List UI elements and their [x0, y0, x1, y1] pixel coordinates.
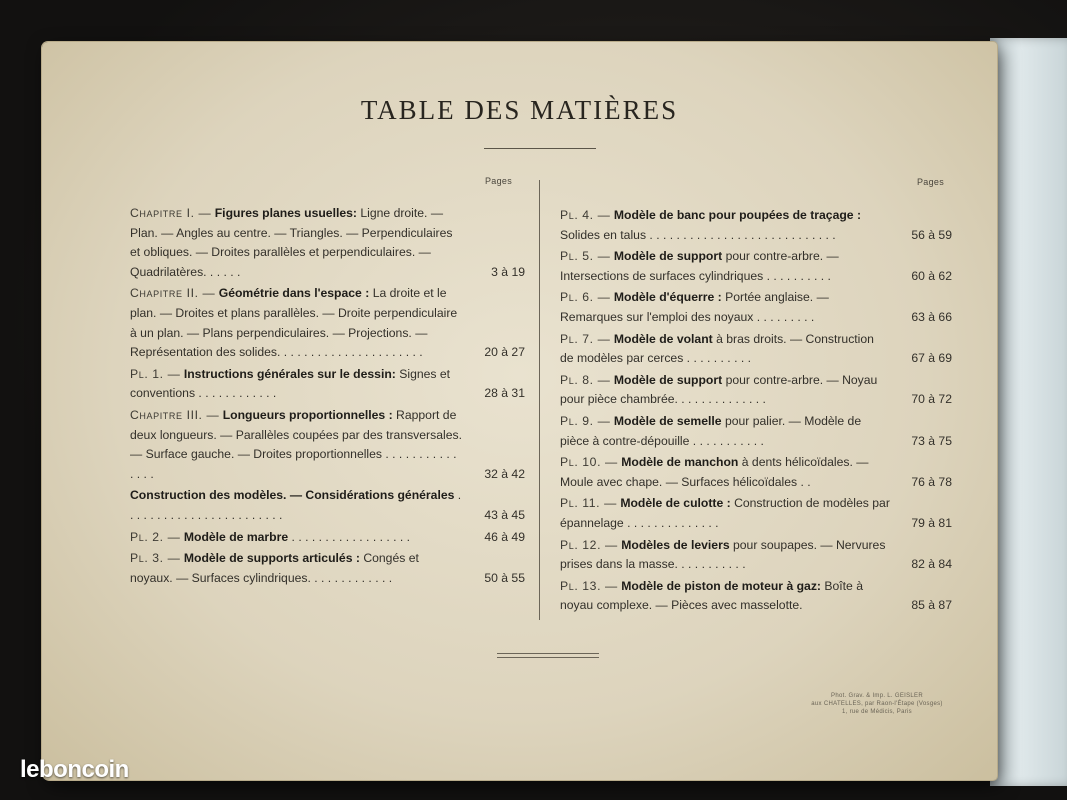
toc-entry — [560, 330, 952, 369]
toc-entry-label: Pl. 11. — — [560, 496, 617, 511]
toc-entry — [560, 536, 952, 575]
toc-entry-description: pour palier. — Modèle de pièce à contre-dépouille . . . . . . . . . . . — [560, 413, 862, 448]
toc-entry-label: Pl. 5. — — [560, 249, 611, 264]
toc-entry-description: Signes et conventions . . . . . . . . . . . . — [130, 366, 451, 401]
toc-entry-text — [560, 371, 890, 410]
toc-entry-pages: 79 à 81 — [911, 515, 952, 530]
toc-entry-text — [560, 412, 890, 451]
toc-entry-description: Ligne droite. — Plan. — Angles au centre. — Triangles. — Perpendiculaires et obliques. — Droites parallèles et perpendiculaires. — Quadrilatères. . . . . . — [130, 206, 453, 279]
toc-entry-text — [560, 536, 890, 575]
imprint-line: Phot. Grav. & Imp. L. GEISLER — [831, 693, 923, 699]
toc-entry — [130, 284, 525, 362]
toc-entry-pages: 46 à 49 — [484, 529, 525, 544]
toc-entry-heading: Modèle de volant — [613, 331, 713, 346]
toc-entry — [560, 412, 952, 451]
toc-entry — [130, 365, 525, 404]
toc-entry-pages: 73 à 75 — [911, 433, 952, 448]
toc-entry — [560, 247, 952, 286]
toc-entry-heading: Modèle de manchon — [621, 455, 739, 470]
toc-entry-description: pour contre-arbre. — Intersections de surfaces cylindriques . . . . . . . . . . — [560, 249, 839, 283]
toc-column-right — [560, 206, 952, 618]
toc-entry-text — [560, 330, 890, 369]
toc-entry-heading: Modèle de banc pour poupées de traçage : — [613, 208, 862, 222]
toc-entry-pages: 76 à 78 — [911, 474, 952, 489]
toc-entry-pages: 82 à 84 — [911, 557, 952, 572]
toc-entry-label: Pl. 2. — — [130, 529, 181, 544]
toc-entry-heading: Modèles de leviers — [621, 537, 730, 552]
toc-entry — [560, 371, 952, 410]
toc-entry-text — [130, 406, 463, 484]
toc-entry-description: à dents hélicoïdales. — Moule avec chape. — Surfaces hélicoïdales . . — [560, 455, 869, 489]
toc-entry-text — [130, 284, 463, 362]
toc-entry-label: Pl. 12. — — [560, 537, 618, 552]
toc-entry — [130, 486, 525, 525]
toc-entry-text — [560, 453, 890, 492]
imprint-line: 1, rue de Médicis, Paris — [842, 709, 912, 715]
toc-entry-heading: Modèle de culotte : — [620, 496, 731, 511]
toc-entry-heading: Géométrie dans l'espace : — [218, 286, 370, 301]
printer-imprint — [802, 692, 952, 716]
toc-entry-heading: Modèle de marbre — [183, 529, 289, 544]
toc-entry — [130, 528, 525, 548]
title-rule — [484, 148, 596, 149]
toc-entry-description: à bras droits. — Construction de modèles par cerces . . . . . . . . . . — [560, 331, 874, 366]
toc-entry — [560, 288, 952, 327]
toc-entry-pages: 28 à 31 — [484, 386, 525, 401]
toc-entry-description: Boîte à noyau complexe. — Pièces avec masselotte. — [560, 578, 863, 613]
toc-entry-label: Chapitre II. — — [130, 286, 216, 301]
toc-entry-heading: Instructions générales sur le dessin: — [183, 366, 396, 381]
page-title: TABLE DES MATIÈRES — [360, 95, 679, 125]
toc-entry-pages: 67 à 69 — [911, 351, 952, 366]
toc-entry-pages: 63 à 66 — [911, 309, 952, 324]
toc-entry-label: Pl. 8. — — [560, 372, 611, 387]
toc-entry-pages: 20 à 27 — [484, 345, 525, 360]
toc-entry-label: Pl. 1. — — [130, 366, 181, 381]
column-divider — [539, 180, 540, 620]
toc-entry-heading: Modèle d'équerre : — [613, 290, 722, 305]
toc-entry-text — [130, 365, 463, 404]
toc-entry-description: Solides en talus . . . . . . . . . . . . . . . . . . . . . . . . . . . . — [560, 227, 836, 242]
toc-entry — [130, 549, 525, 588]
toc-column-left — [130, 204, 525, 590]
toc-entry — [560, 206, 952, 245]
toc-entry-text — [560, 247, 890, 286]
toc-entry-text — [130, 486, 463, 525]
toc-entry-heading: Modèle de piston de moteur à gaz: — [621, 578, 821, 593]
toc-entry-text — [560, 577, 890, 616]
toc-entry-heading: Modèle de supports articulés : — [183, 551, 360, 566]
toc-entry-description: La droite et le plan. — Droites et plans parallèles. — Droite perpendiculaire à un plan. — Plans perpendiculaires. — Projections. — Représentation des solides. . . . . . . . . . . . . . . . . . . . . . — [130, 286, 458, 360]
toc-entry — [560, 577, 952, 616]
toc-entry-heading: Longueurs proportionnelles : — [222, 407, 393, 422]
toc-entry-text — [130, 204, 463, 282]
toc-entry-text — [560, 206, 890, 245]
toc-entry-label: Pl. 3. — — [130, 551, 181, 566]
toc-entry-label: Chapitre III. — — [130, 407, 220, 422]
toc-entry-description: pour soupapes. — Nervures prises dans la masse. . . . . . . . . . . — [560, 537, 886, 572]
toc-entry-label: Pl. 4. — — [560, 208, 611, 222]
toc-entry-heading: Modèle de semelle — [613, 413, 722, 428]
pages-header-left: Pages — [485, 176, 513, 186]
toc-entry-pages: 32 à 42 — [484, 466, 525, 481]
toc-entry-description: Congés et noyaux. — Surfaces cylindriques. . . . . . . . . . . . . — [130, 551, 419, 585]
toc-entry-label: Pl. 10. — — [560, 455, 618, 470]
toc-entry-label: Pl. 7. — — [560, 331, 611, 346]
toc-entry-description: pour contre-arbre. — Noyau pour pièce chambrée. . . . . . . . . . . . . . — [560, 372, 878, 407]
document-page — [42, 42, 997, 780]
toc-entry-text — [560, 288, 890, 327]
imprint-line: aux CHATELLES, par Raon-l'Étape (Vosges) — [811, 701, 943, 707]
toc-entry-label: Pl. 13. — — [560, 578, 618, 593]
toc-entry-label: Chapitre I. — — [130, 206, 212, 220]
next-page-edge — [990, 38, 1067, 786]
toc-entry-pages: 3 à 19 — [491, 264, 525, 279]
toc-entry-description: . . . . . . . . . . . . . . . . . . — [291, 529, 411, 544]
toc-entry-heading: Construction des modèles. — Considérations générales — [130, 488, 455, 503]
toc-entry — [560, 494, 952, 533]
toc-entry — [130, 406, 525, 484]
toc-entry-description: Portée anglaise. — Remarques sur l'emploi des noyaux . . . . . . . . . — [560, 290, 829, 324]
toc-entry-pages: 60 à 62 — [911, 268, 952, 283]
toc-entry-text — [130, 528, 463, 548]
toc-entry-pages: 70 à 72 — [911, 392, 952, 407]
pages-header-right: Pages — [917, 177, 945, 187]
toc-entry-heading: Modèle de support — [613, 372, 723, 387]
toc-entry — [130, 204, 525, 282]
toc-entry-label: Pl. 9. — — [560, 413, 611, 428]
bottom-rule — [497, 653, 599, 658]
toc-entry-heading: Modèle de support — [613, 249, 723, 264]
toc-entry-text — [130, 549, 463, 588]
toc-entry — [560, 453, 952, 492]
toc-entry-pages: 85 à 87 — [911, 598, 952, 613]
toc-entry-pages: 43 à 45 — [484, 507, 525, 522]
toc-entry-heading: Figures planes usuelles: — [214, 206, 357, 220]
toc-entry-description: Rapport de deux longueurs. — Parallèles coupées par des transversales. — Surface gauche. — Droites proportionnelles . . . . . . . . . . . . . . . — [130, 407, 462, 481]
watermark-logo: leboncoin — [20, 756, 129, 783]
toc-entry-pages: 50 à 55 — [484, 570, 525, 585]
toc-entry-text — [560, 494, 890, 533]
toc-entry-description: . . . . . . . . . . . . . . . . . . . . . . . . — [130, 488, 462, 522]
toc-entry-pages: 56 à 59 — [911, 227, 952, 242]
toc-entry-description: Construction de modèles par épannelage . . . . . . . . . . . . . . — [560, 496, 890, 530]
toc-entry-label: Pl. 6. — — [560, 290, 611, 305]
